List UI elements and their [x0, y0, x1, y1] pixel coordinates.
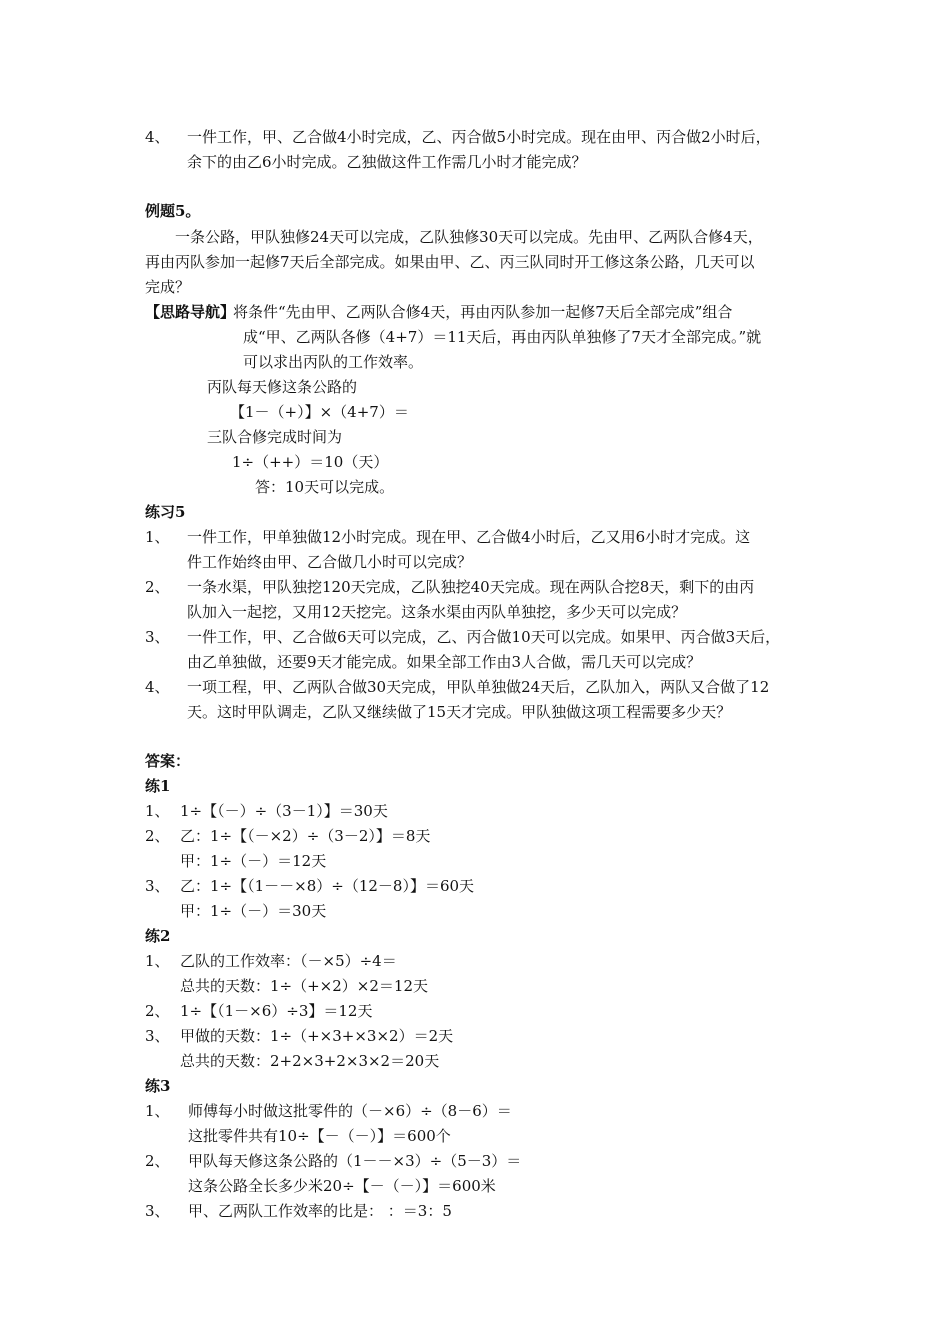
practice-item-number: 1、 [145, 528, 170, 546]
practice-item-number: 3、 [145, 628, 170, 646]
answer-line: 乙：1÷【（－×2）÷（3－2）】＝8天 [180, 827, 431, 845]
solution-answer: 答：10天可以完成。 [255, 478, 395, 496]
practice-item-number: 2、 [145, 578, 170, 596]
practice-item-number: 4、 [145, 678, 170, 696]
answer-number: 1、 [145, 1102, 170, 1120]
q4-line-2: 余下的由乙6小时完成。乙独做这件工作需几小时才能完成？ [187, 153, 587, 171]
practice-item-line-1: 一条水渠，甲队独挖120天完成，乙队独挖40天完成。现在两队合挖8天，剩下的由丙 [187, 578, 755, 596]
answer-line: 甲、乙两队工作效率的比是： ：＝3：5 [188, 1202, 452, 1220]
guide-label: 【思路导航】 [145, 303, 236, 321]
answer-number: 2、 [145, 1152, 170, 1170]
example-problem-line-1: 一条公路，甲队独修24天可以完成，乙队独修30天可以完成。先由甲、乙两队合修4天， [175, 228, 763, 246]
answer-number: 3、 [145, 1202, 170, 1220]
solution-line-3: 三队合修完成时间为 [207, 428, 343, 446]
answer-line: 总共的天数：2+2×3+2×3×2＝20天 [180, 1052, 440, 1070]
guide-line-2: 成“甲、乙两队各修（4+7）＝11天后，再由丙队单独修了7天才全部完成。”就 [243, 328, 762, 346]
answer-line: 总共的天数：1÷（+×2）×2＝12天 [180, 977, 428, 995]
guide-line-1: 将条件“先由甲、乙两队合修4天，再由丙队参加一起修7天后全部完成”组合 [233, 303, 733, 321]
answer-line: 这批零件共有10÷【－（－）】＝600个 [188, 1127, 451, 1145]
solution-line-4: 1÷（++）＝10（天） [232, 453, 389, 471]
answer-number: 1、 [145, 802, 170, 820]
q4-line-1: 一件工作，甲、乙合做4小时完成，乙、丙合做5小时完成。现在由甲、丙合做2小时后， [187, 128, 771, 146]
answer-line: 这条公路全长多少米20÷【－（－）】＝600米 [188, 1177, 496, 1195]
solution-line-1: 丙队每天修这条公路的 [207, 378, 358, 396]
example-problem-line-3: 完成？ [145, 278, 191, 296]
example-title: 例题5。 [145, 202, 201, 220]
answer-line: 甲做的天数：1÷（+×3+×3×2）＝2天 [180, 1027, 454, 1045]
practice-item-line-2: 队加入一起挖，又用12天挖完。这条水渠由丙队单独挖，多少天可以完成？ [187, 603, 687, 621]
answer-number: 3、 [145, 877, 170, 895]
practice-item-line-2: 件工作始终由甲、乙合做几小时可以完成？ [187, 553, 473, 571]
practice-title: 练习5 [145, 503, 186, 521]
practice-item-line-1: 一件工作，甲、乙合做6天可以完成，乙、丙合做10天可以完成。如果甲、丙合做3天后， [187, 628, 781, 646]
practice-item-line-1: 一件工作，甲单独做12小时完成。现在甲、乙合做4小时后，乙又用6小时才完成。这 [187, 528, 751, 546]
answer-number: 3、 [145, 1027, 170, 1045]
answer-number: 2、 [145, 1002, 170, 1020]
answer-line: 甲队每天修这条公路的（1－－×3）÷（5－3）＝ [188, 1152, 522, 1170]
answer-line: 1÷【（－）÷（3－1）】＝30天 [180, 802, 388, 820]
answer-line: 1÷【（1－×6）÷3】＝12天 [180, 1002, 373, 1020]
answer-line: 甲：1÷（－）＝12天 [180, 852, 327, 870]
answer-section-2-title: 练2 [145, 927, 171, 945]
answer-line: 乙队的工作效率：（－×5）÷4＝ [180, 952, 397, 970]
guide-line-3: 可以求出丙队的工作效率。 [243, 353, 424, 371]
answer-line: 乙：1÷【（1－－×8）÷（12－8）】＝60天 [180, 877, 475, 895]
practice-item-line-2: 由乙单独做，还要9天才能完成。如果全部工作由3人合做，需几天可以完成？ [187, 653, 702, 671]
practice-item-line-1: 一项工程，甲、乙两队合做30天完成，甲队单独做24天后，乙队加入，两队又合做了12 [187, 678, 770, 696]
practice-item-line-2: 天。这时甲队调走，乙队又继续做了15天才完成。甲队独做这项工程需要多少天？ [187, 703, 732, 721]
solution-line-2: 【1－（+）】×（4+7）＝ [230, 403, 409, 421]
answer-number: 2、 [145, 827, 170, 845]
example-problem-line-2: 再由丙队参加一起修7天后全部完成。如果由甲、乙、丙三队同时开工修这条公路，几天可以 [145, 253, 755, 271]
answer-number: 1、 [145, 952, 170, 970]
answer-section-3-title: 练3 [145, 1077, 171, 1095]
q4-number: 4、 [145, 128, 170, 146]
answers-title: 答案： [145, 752, 191, 770]
answer-line: 师傅每小时做这批零件的（－×6）÷（8－6）＝ [188, 1102, 512, 1120]
answer-section-1-title: 练1 [145, 777, 171, 795]
answer-line: 甲：1÷（－）＝30天 [180, 902, 327, 920]
